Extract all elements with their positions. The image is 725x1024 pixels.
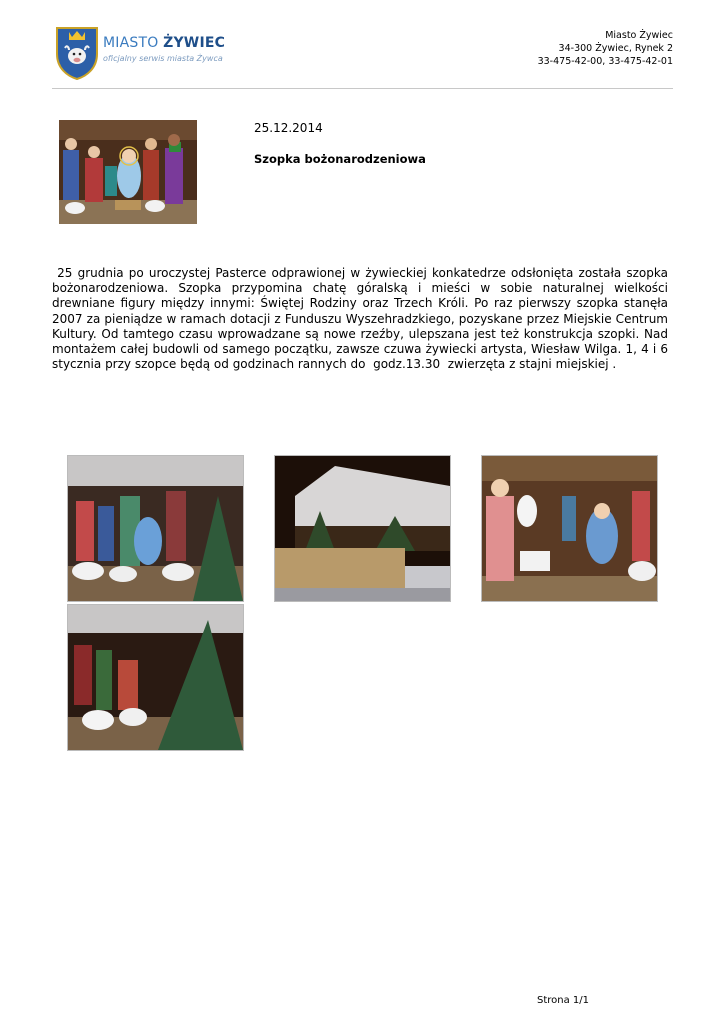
brand-subtitle: oficjalny serwis miasta Żywca [103, 54, 223, 63]
address-block [538, 29, 673, 68]
address-line: 34-300 Żywiec, Rynek 2 [558, 43, 673, 54]
brand-name [103, 35, 225, 51]
header-divider [52, 88, 673, 89]
address-line: Miasto Żywiec [605, 30, 673, 41]
brand-word-2: ŻYWIEC [163, 35, 226, 51]
article-date: 25.12.2014 [254, 121, 323, 135]
page-number: Strona 1/1 [537, 995, 590, 1006]
gallery-photo[interactable] [274, 455, 451, 602]
brand-word-1: MIASTO [103, 35, 159, 51]
address-line: 33-475-42-00, 33-475-42-01 [537, 56, 673, 67]
article-main-photo[interactable] [59, 120, 197, 224]
article-title: Szopka bożonarodzeniowa [254, 152, 426, 166]
gallery-photo[interactable] [67, 604, 244, 751]
article-body: 25 grudnia po uroczystej Pasterce odprawionej w żywieckiej konkatedrze odsłonięta została szopka bożonarodzeniowa. Szopka przypomina chatę góralską i mieści w sobie naturalnej wielkości drewniane figury między innymi: Świętej Rodziny oraz Trzech Króli. Po raz pierwszy szopka stanęła 2007 za pieniądze w ramach dotacji z Funduszu Wyszehradzkiego, pozyskane przez Miejskie Centrum Kultury. Od tamtego czasu wprowadzane są nowe rzeźby, ulepszana jest też konstrukcja szopki. Nad montażem całej budowli od samego początku, zawsze czuwa żywiecki artysta, Wiesław Wilga. 1, 4 i 6 stycznia przy szopce będą od godzinach rannych do godz.13.30 zwierzęta z stajni miejskiej . [52, 266, 672, 372]
gallery-photo[interactable] [67, 455, 244, 602]
gallery-photo[interactable] [481, 455, 658, 602]
coat-of-arms-icon [55, 26, 99, 80]
site-logo[interactable] [55, 26, 225, 82]
